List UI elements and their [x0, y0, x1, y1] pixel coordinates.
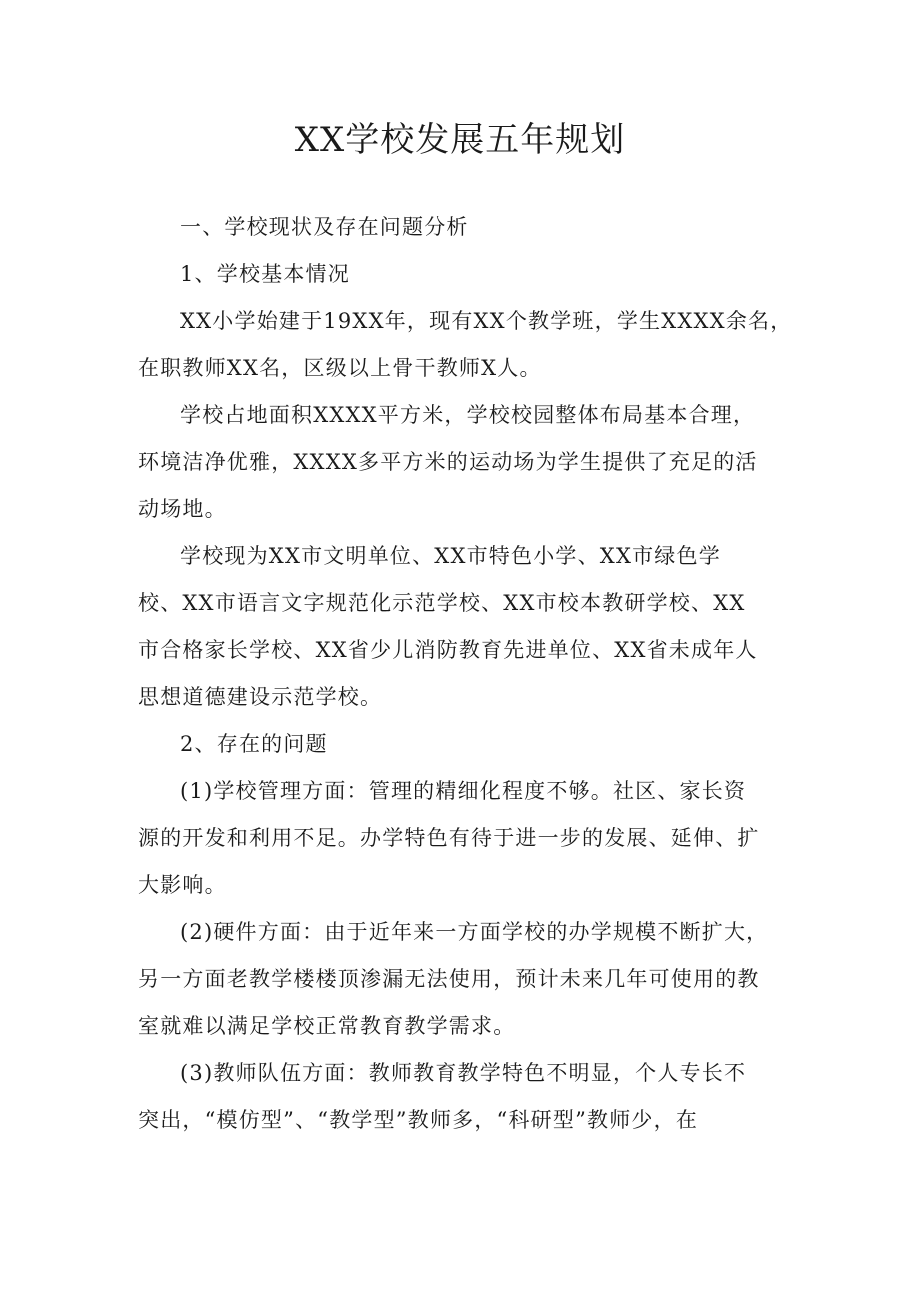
text-line: 1、学校基本情况 [180, 262, 350, 286]
text-line: 动场地。 [138, 497, 227, 521]
text-line: 突出，“模仿型”、“教学型”教师多，“科研型”教师少，在 [138, 1108, 699, 1132]
text-line: 思想道德建设示范学校。 [138, 685, 383, 709]
text-line: 市合格家长学校、XX省少儿消防教育先进单位、XX省未成年人 [138, 638, 758, 662]
text-line: 大影响。 [138, 873, 227, 897]
paragraph [138, 392, 798, 533]
paragraph [138, 298, 798, 392]
text-line: 环境洁净优雅，XXXX多平方米的运动场为学生提供了充足的活 [138, 450, 758, 474]
text-line: 一、学校现状及存在问题分析 [180, 215, 469, 239]
text-line: 源的开发和利用不足。办学特色有待于进一步的发展、延伸、扩 [138, 826, 760, 850]
text-line: 室就难以满足学校正常教育教学需求。 [138, 1014, 516, 1038]
text-line: (1)学校管理方面：管理的精细化程度不够。社区、家长资 [180, 779, 747, 803]
text-line: 校、XX市语言文字规范化示范学校、XX市校本教研学校、XX [138, 591, 746, 615]
text-line: 2、存在的问题 [180, 732, 328, 756]
subsection-heading [138, 721, 798, 768]
paragraph [138, 533, 798, 721]
subsection-heading [138, 251, 798, 298]
text-line: 另一方面老教学楼楼顶渗漏无法使用，预计未来几年可使用的教 [138, 967, 760, 991]
paragraph [138, 768, 798, 909]
text-line: 学校现为XX市文明单位、XX市特色小学、XX市绿色学 [180, 544, 721, 568]
text-line: XX小学始建于19XX年，现有XX个教学班，学生XXXX余名， [180, 309, 793, 333]
paragraph [138, 909, 798, 1050]
section-heading [138, 204, 798, 251]
document-title: XX学校发展五年规划 [294, 120, 626, 160]
paragraph [138, 1050, 798, 1144]
document-body [138, 204, 798, 1144]
text-line: (3)教师队伍方面：教师教育教学特色不明显，个人专长不 [180, 1061, 747, 1085]
text-line: 在职教师XX名，区级以上骨干教师X人。 [138, 356, 542, 380]
text-line: 学校占地面积XXXX平方米，学校校园整体布局基本合理， [180, 403, 756, 427]
text-line: (2)硬件方面：由于近年来一方面学校的办学规模不断扩大， [180, 920, 769, 944]
